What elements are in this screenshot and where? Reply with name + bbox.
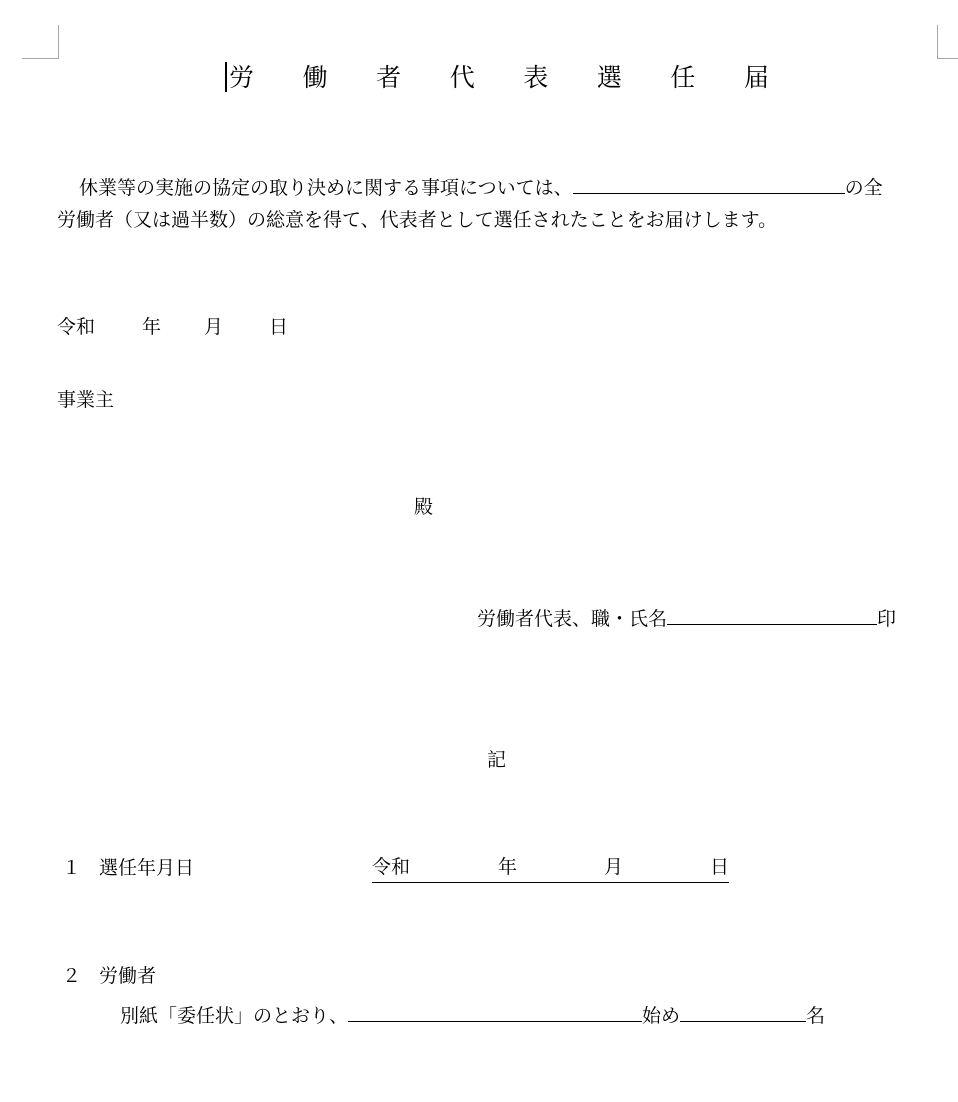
item-2-detail[interactable] <box>120 1003 825 1026</box>
title-char: 働 <box>302 62 328 92</box>
representative-name-blank[interactable] <box>667 606 877 625</box>
item-2-detail-prefix: 別紙「委任状」のとおり、 <box>120 1005 349 1027</box>
item-2-detail-middle: 始め <box>642 1005 681 1027</box>
body-line-1-suffix: の全 <box>844 177 883 199</box>
title-char: 届 <box>743 62 769 92</box>
document-title[interactable] <box>229 62 769 92</box>
body-line-1[interactable] <box>79 175 883 198</box>
honorific[interactable]: 殿 <box>414 496 434 518</box>
selection-date-day: 日 <box>710 856 730 878</box>
title-char: 選 <box>596 62 622 92</box>
date-era: 令和 <box>57 316 96 338</box>
worker-count-blank[interactable] <box>680 1003 806 1022</box>
crop-mark-top-left-h <box>22 58 59 59</box>
date-month: 月 <box>204 316 224 338</box>
item-1-number: １ <box>62 857 82 879</box>
item-2-number: ２ <box>62 965 82 987</box>
representative-label: 労働者代表、職・氏名 <box>477 608 668 630</box>
crop-mark-top-right-v <box>937 25 938 59</box>
body-line-2[interactable]: 労働者（又は過半数）の総意を得て、代表者として選任されたことをお届けします。 <box>57 209 778 231</box>
selection-date-year: 年 <box>498 856 518 878</box>
employer-label[interactable]: 事業主 <box>57 389 115 411</box>
seal-label: 印 <box>877 608 897 630</box>
title-char: 代 <box>449 62 475 92</box>
title-char: 者 <box>376 62 402 92</box>
representative-line[interactable] <box>477 606 896 629</box>
submission-date[interactable] <box>57 318 297 340</box>
selection-date-field[interactable] <box>372 858 729 883</box>
company-name-blank[interactable] <box>573 175 845 194</box>
first-worker-name-blank[interactable] <box>348 1003 642 1022</box>
text-cursor <box>225 62 227 92</box>
title-char: 表 <box>523 62 549 92</box>
item-2-label[interactable]: 労働者 <box>99 965 157 987</box>
crop-mark-top-right-h <box>937 58 958 59</box>
selection-date-era: 令和 <box>372 856 411 878</box>
date-day: 日 <box>269 316 289 338</box>
crop-mark-top-left-v <box>58 25 59 59</box>
item-1-label[interactable]: 選任年月日 <box>99 857 195 879</box>
title-char: 任 <box>670 62 696 92</box>
title-char: 労 <box>229 62 255 92</box>
item-2-detail-suffix: 名 <box>806 1005 826 1027</box>
selection-date-month: 月 <box>604 856 624 878</box>
ki-heading[interactable]: 記 <box>487 749 507 771</box>
body-line-1-prefix: 休業等の実施の協定の取り決めに関する事項については、 <box>79 177 573 199</box>
date-year: 年 <box>142 316 162 338</box>
